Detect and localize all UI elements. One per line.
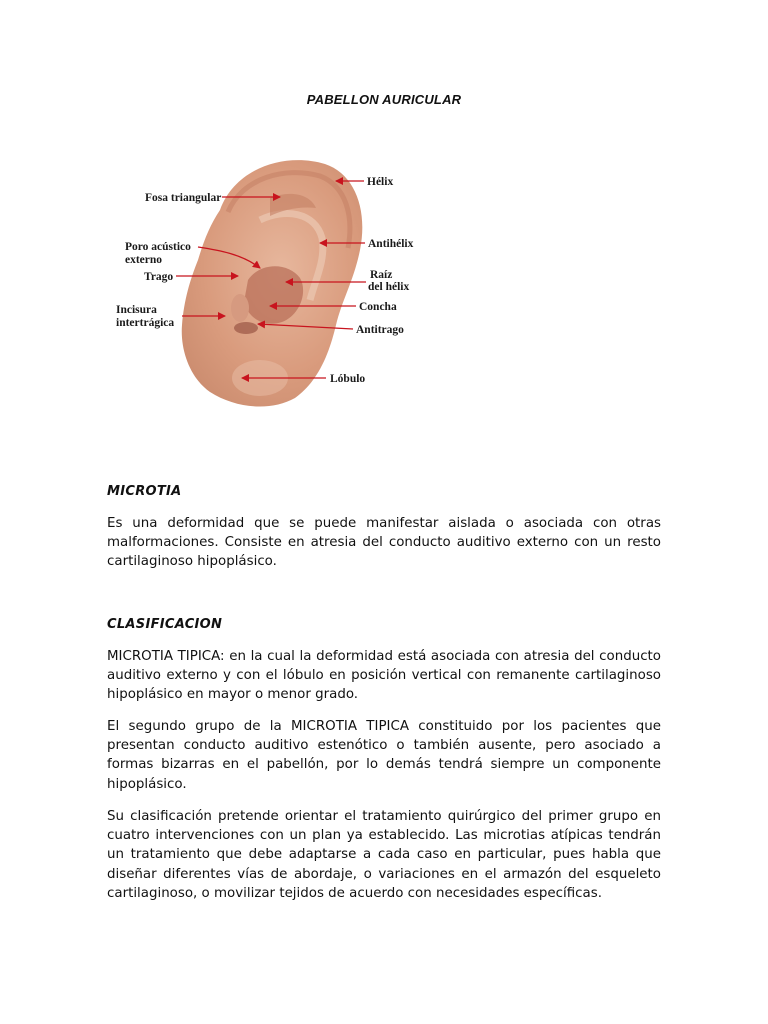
label-raiz-1: Raíz bbox=[370, 269, 393, 281]
document-title: PABELLON AURICULAR bbox=[306, 92, 462, 107]
paragraph-clasificacion-3: Su clasificación pretende orientar el tratamiento quirúrgico del primer grupo en cuatro intervenciones con un plan ya establecido. Las microtias atípicas tendrán un tratamiento que debe adaptarse a cada caso en particular, pues habla que diseñar diferentes vías de abordaje, o variaciones en el armazón del esqueleto cartilaginoso, o movilizar tejidos de acuerdo con necesidades específicas. bbox=[107, 809, 661, 901]
section-heading-microtia: MICROTIA bbox=[107, 484, 182, 499]
label-poro-1: Poro acústico bbox=[125, 241, 191, 253]
label-fosa-triangular: Fosa triangular bbox=[145, 192, 222, 204]
label-helix: Hélix bbox=[367, 176, 394, 188]
label-antitrago: Antitrago bbox=[356, 324, 404, 336]
label-concha: Concha bbox=[359, 301, 397, 313]
label-incisura-2: intertrágica bbox=[116, 317, 175, 329]
label-antihelix: Antihélix bbox=[368, 238, 414, 250]
paragraph-clasificacion-1: MICROTIA TIPICA: en la cual la deformidad está asociada con atresia del conducto auditivo externo y con el lóbulo en posición vertical con remanente cartilaginoso hipoplásico en mayor o menor grado. bbox=[107, 649, 661, 703]
ear-illustration bbox=[110, 150, 430, 410]
ear-anatomy-figure bbox=[110, 150, 430, 410]
label-lobulo: Lóbulo bbox=[330, 373, 366, 385]
label-raiz-2: del hélix bbox=[368, 281, 410, 293]
label-poro-2: externo bbox=[125, 254, 163, 266]
paragraph-microtia: Es una deformidad que se puede manifestar aislada o asociada con otras malformaciones. Consiste en atresia del conducto auditivo externo con un resto cartilaginoso hipoplásico. bbox=[107, 516, 661, 570]
label-trago: Trago bbox=[144, 271, 174, 283]
section-heading-clasificacion: CLASIFICACION bbox=[107, 617, 223, 632]
paragraph-clasificacion-2: El segundo grupo de la MICROTIA TIPICA constituido por los pacientes que presentan conducto auditivo estenótico o también ausente, pero asociado a formas bizarras en el pabellón, por lo demás tendrá siempre un componente hipoplásico. bbox=[107, 719, 661, 792]
label-incisura-1: Incisura bbox=[116, 304, 157, 316]
